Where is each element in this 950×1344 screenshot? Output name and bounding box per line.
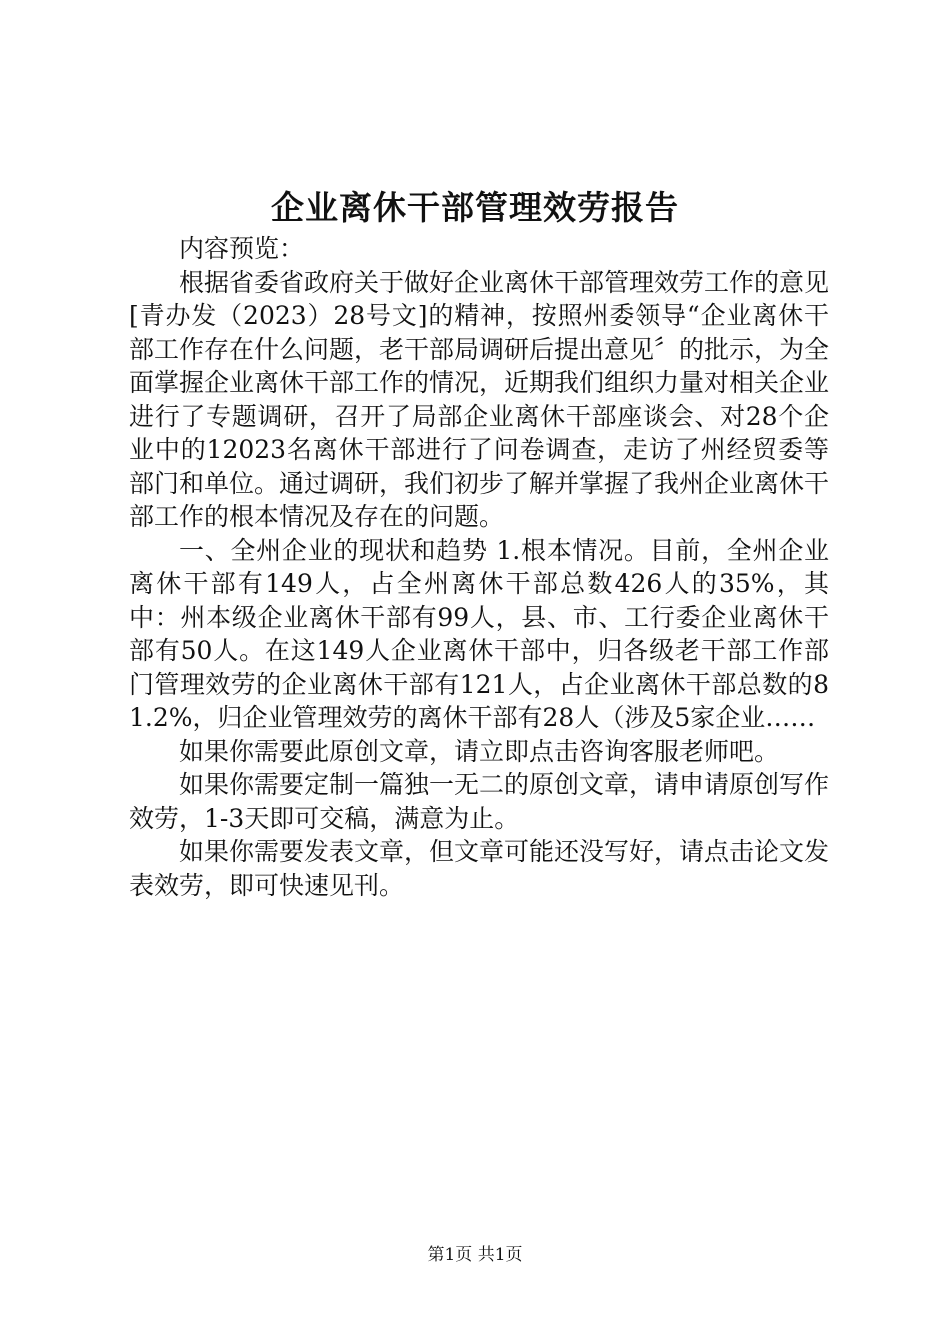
page-indicator: 第1页 共1页 <box>427 1245 523 1265</box>
document-body <box>129 232 829 902</box>
preview-label: 内容预览： <box>179 234 305 263</box>
paragraph-consult: 如果你需要此原创文章，请立即点击咨询客服老师吧。 <box>179 736 780 766</box>
document-title: 企业离休干部管理效劳报告 <box>271 188 679 227</box>
paragraph-publish: 如果你需要发表文章，但文章可能还没写好，请点击论文发表效劳，即可快速见刊。 <box>129 837 830 900</box>
paragraph-intro: 根据省委省政府关于做好企业离休干部管理效劳工作的意见[青办发（2023）28号文]的精神，按照州委领导“企业离休干部工作存在什么问题，老干部局调研后提出意见〞的批示，为全面掌握企业离休干部工作的情况，近期我们组织力量对相关企业进行了专题调研，召开了局部企业离休干部座谈会、对28个企业中的12023名离休干部进行了问卷调查，走访了州经贸委等部门和单位。通过调研，我们初步了解并掌握了我州企业离休干部工作的根本情况及存在的问题。 <box>129 267 830 531</box>
paragraph-custom-writing: 如果你需要定制一篇独一无二的原创文章，请申请原创写作效劳，1-3天即可交稿，满意为止。 <box>129 770 830 833</box>
paragraph-status: 一、全州企业的现状和趋势 1.根本情况。目前，全州企业离休干部有149人，占全州离休干部总数426人的35%，其中：州本级企业离休干部有99人，县、市、工行委企业离休干部有50人。在这149人企业离休干部中，归各级老干部工作部门管理效劳的企业离休干部有121人，占企业离休干部总数的81.2%，归企业管理效劳的离休干部有28人（涉及5家企业…… <box>129 535 829 732</box>
